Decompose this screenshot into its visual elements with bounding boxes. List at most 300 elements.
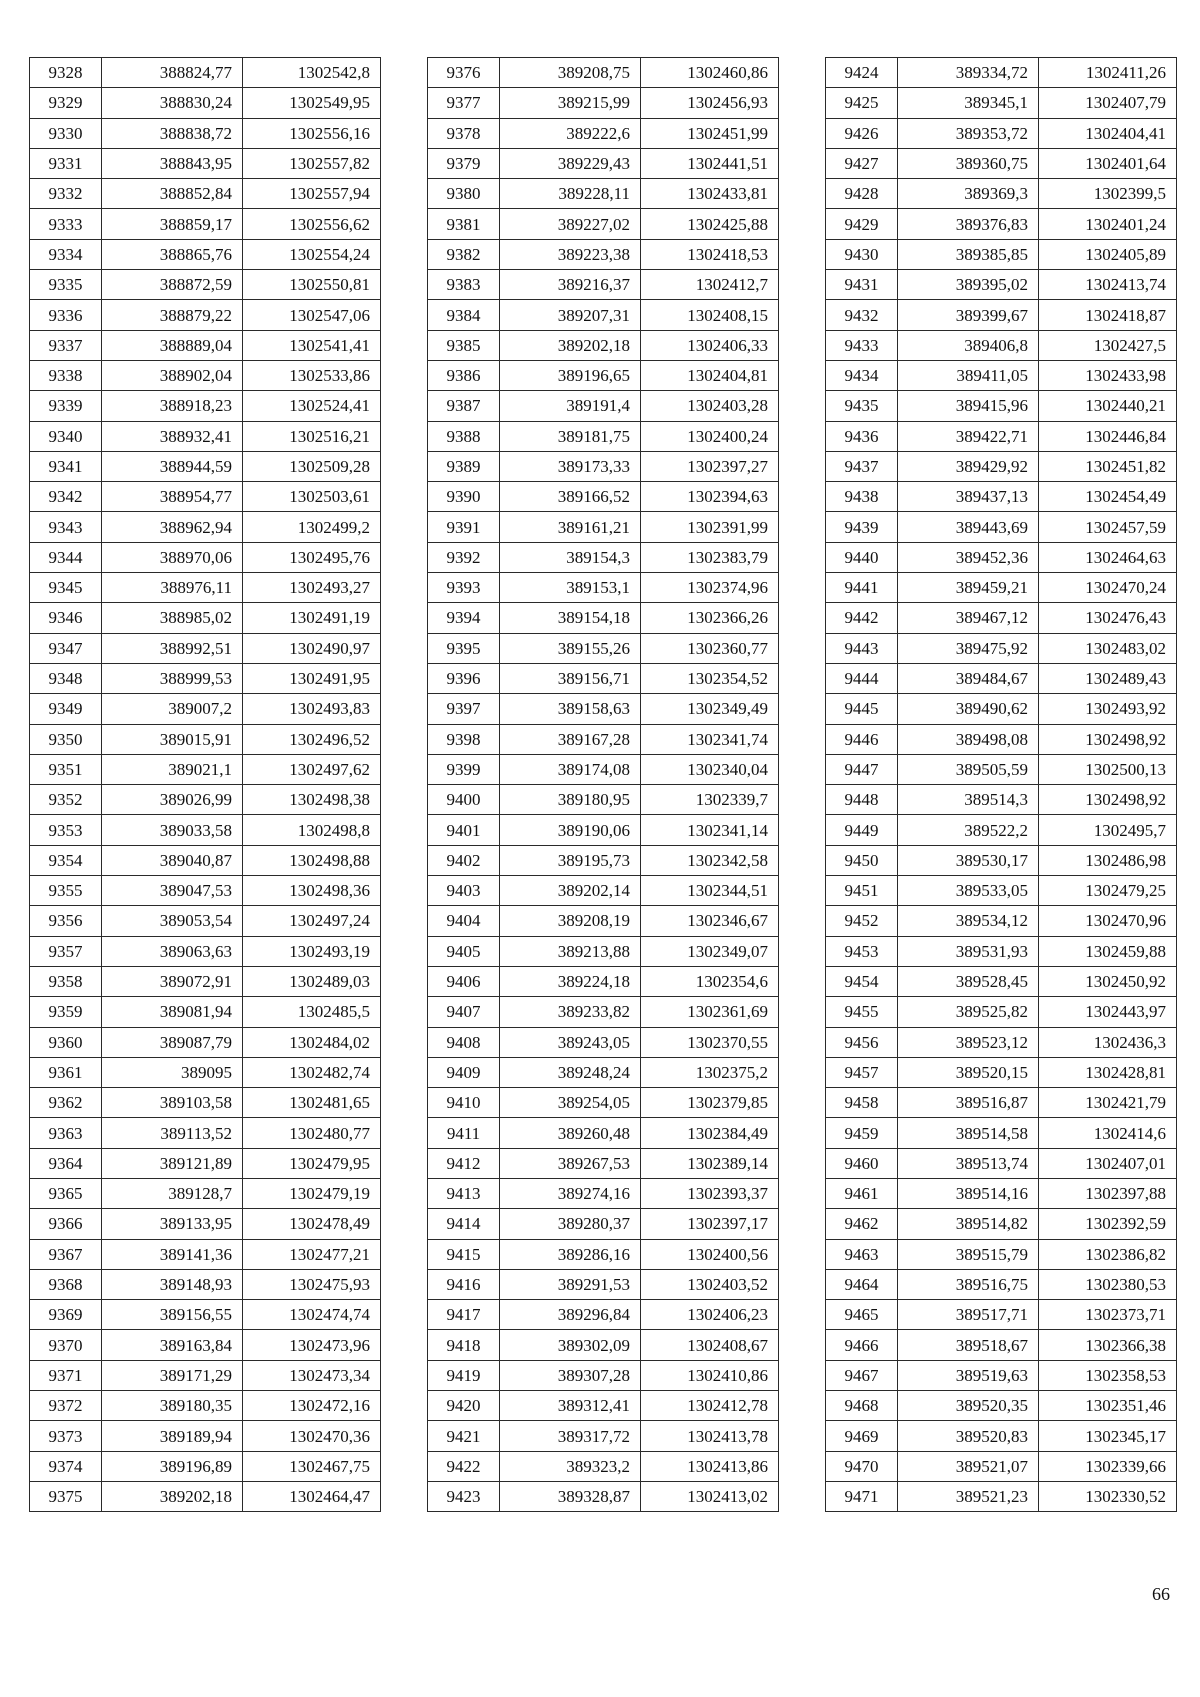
y-coordinate-cell: 1302524,41 [243, 391, 381, 421]
x-coordinate-cell: 389153,1 [500, 573, 641, 603]
table-row [30, 845, 381, 875]
point-number-cell: 9464 [826, 1269, 898, 1299]
y-coordinate-cell: 1302473,34 [243, 1360, 381, 1390]
point-number-cell: 9351 [30, 754, 102, 784]
y-coordinate-cell: 1302440,21 [1039, 391, 1177, 421]
x-coordinate-cell: 389312,41 [500, 1391, 641, 1421]
table-row [428, 724, 779, 754]
table-row [826, 330, 1177, 360]
x-coordinate-cell: 389395,02 [898, 270, 1039, 300]
point-number-cell: 9340 [30, 421, 102, 451]
y-coordinate-cell: 1302456,93 [641, 88, 779, 118]
point-number-cell: 9446 [826, 724, 898, 754]
table-row [428, 1239, 779, 1269]
table-row [826, 1481, 1177, 1511]
x-coordinate-cell: 389521,23 [898, 1481, 1039, 1511]
x-coordinate-cell: 389523,12 [898, 1027, 1039, 1057]
y-coordinate-cell: 1302479,19 [243, 1178, 381, 1208]
table-row [826, 633, 1177, 663]
point-number-cell: 9451 [826, 876, 898, 906]
table-row [826, 451, 1177, 481]
x-coordinate-cell: 389422,71 [898, 421, 1039, 451]
table-row [428, 1269, 779, 1299]
y-coordinate-cell: 1302464,63 [1039, 542, 1177, 572]
y-coordinate-cell: 1302483,02 [1039, 633, 1177, 663]
y-coordinate-cell: 1302411,26 [1039, 58, 1177, 88]
x-coordinate-cell: 389505,59 [898, 754, 1039, 784]
point-number-cell: 9447 [826, 754, 898, 784]
y-coordinate-cell: 1302339,7 [641, 785, 779, 815]
table-row [826, 360, 1177, 390]
y-coordinate-cell: 1302433,98 [1039, 360, 1177, 390]
x-coordinate-cell: 389156,71 [500, 663, 641, 693]
x-coordinate-cell: 388992,51 [102, 633, 243, 663]
table-row [30, 1057, 381, 1087]
table-row [826, 421, 1177, 451]
x-coordinate-cell: 389208,75 [500, 58, 641, 88]
y-coordinate-cell: 1302459,88 [1039, 936, 1177, 966]
y-coordinate-cell: 1302354,52 [641, 663, 779, 693]
point-number-cell: 9355 [30, 876, 102, 906]
table-row [30, 906, 381, 936]
x-coordinate-cell: 388872,59 [102, 270, 243, 300]
x-coordinate-cell: 389207,31 [500, 300, 641, 330]
y-coordinate-cell: 1302358,53 [1039, 1360, 1177, 1390]
x-coordinate-cell: 389033,58 [102, 815, 243, 845]
point-number-cell: 9344 [30, 542, 102, 572]
x-coordinate-cell: 389087,79 [102, 1027, 243, 1057]
x-coordinate-cell: 389015,91 [102, 724, 243, 754]
table-row [826, 239, 1177, 269]
point-number-cell: 9360 [30, 1027, 102, 1057]
table-row [30, 1239, 381, 1269]
point-number-cell: 9444 [826, 663, 898, 693]
y-coordinate-cell: 1302479,25 [1039, 876, 1177, 906]
point-number-cell: 9469 [826, 1421, 898, 1451]
point-number-cell: 9403 [428, 876, 500, 906]
table-row [428, 1209, 779, 1239]
point-number-cell: 9412 [428, 1148, 500, 1178]
table-row [30, 1118, 381, 1148]
x-coordinate-cell: 389196,65 [500, 360, 641, 390]
point-number-cell: 9363 [30, 1118, 102, 1148]
table-row [30, 239, 381, 269]
x-coordinate-cell: 389021,1 [102, 754, 243, 784]
y-coordinate-cell: 1302403,28 [641, 391, 779, 421]
y-coordinate-cell: 1302349,07 [641, 936, 779, 966]
x-coordinate-cell: 389174,08 [500, 754, 641, 784]
point-number-cell: 9374 [30, 1451, 102, 1481]
point-number-cell: 9414 [428, 1209, 500, 1239]
y-coordinate-cell: 1302413,78 [641, 1421, 779, 1451]
table-row [30, 573, 381, 603]
table-row [826, 58, 1177, 88]
table-row [30, 997, 381, 1027]
y-coordinate-cell: 1302498,36 [243, 876, 381, 906]
table-row [428, 754, 779, 784]
x-coordinate-cell: 389514,16 [898, 1178, 1039, 1208]
y-coordinate-cell: 1302479,95 [243, 1148, 381, 1178]
point-number-cell: 9453 [826, 936, 898, 966]
y-coordinate-cell: 1302477,21 [243, 1239, 381, 1269]
point-number-cell: 9382 [428, 239, 500, 269]
x-coordinate-cell: 389222,6 [500, 118, 641, 148]
point-number-cell: 9418 [428, 1330, 500, 1360]
x-coordinate-cell: 388932,41 [102, 421, 243, 451]
point-number-cell: 9457 [826, 1057, 898, 1087]
y-coordinate-cell: 1302498,8 [243, 815, 381, 845]
table-row [428, 1300, 779, 1330]
point-number-cell: 9459 [826, 1118, 898, 1148]
point-number-cell: 9430 [826, 239, 898, 269]
table-row [428, 603, 779, 633]
table-row [826, 845, 1177, 875]
y-coordinate-cell: 1302380,53 [1039, 1269, 1177, 1299]
x-coordinate-cell: 389243,05 [500, 1027, 641, 1057]
point-number-cell: 9434 [826, 360, 898, 390]
x-coordinate-cell: 388944,59 [102, 451, 243, 481]
table-row [826, 270, 1177, 300]
x-coordinate-cell: 389229,43 [500, 148, 641, 178]
table-row [30, 724, 381, 754]
x-coordinate-cell: 389399,67 [898, 300, 1039, 330]
point-number-cell: 9386 [428, 360, 500, 390]
point-number-cell: 9431 [826, 270, 898, 300]
table-row [428, 360, 779, 390]
point-number-cell: 9378 [428, 118, 500, 148]
table-row [30, 421, 381, 451]
y-coordinate-cell: 1302497,24 [243, 906, 381, 936]
y-coordinate-cell: 1302406,33 [641, 330, 779, 360]
table-row [428, 573, 779, 603]
x-coordinate-cell: 388843,95 [102, 148, 243, 178]
point-number-cell: 9415 [428, 1239, 500, 1269]
x-coordinate-cell: 389515,79 [898, 1239, 1039, 1269]
x-coordinate-cell: 389518,67 [898, 1330, 1039, 1360]
y-coordinate-cell: 1302485,5 [243, 997, 381, 1027]
y-coordinate-cell: 1302450,92 [1039, 966, 1177, 996]
point-number-cell: 9347 [30, 633, 102, 663]
point-number-cell: 9372 [30, 1391, 102, 1421]
point-number-cell: 9341 [30, 451, 102, 481]
y-coordinate-cell: 1302491,95 [243, 663, 381, 693]
point-number-cell: 9381 [428, 209, 500, 239]
table-row [826, 663, 1177, 693]
x-coordinate-cell: 389215,99 [500, 88, 641, 118]
table-row [826, 1118, 1177, 1148]
table-row [30, 1391, 381, 1421]
point-number-cell: 9393 [428, 573, 500, 603]
table-row [30, 300, 381, 330]
y-coordinate-cell: 1302397,88 [1039, 1178, 1177, 1208]
y-coordinate-cell: 1302404,81 [641, 360, 779, 390]
y-coordinate-cell: 1302470,36 [243, 1421, 381, 1451]
x-coordinate-cell: 389167,28 [500, 724, 641, 754]
point-number-cell: 9342 [30, 482, 102, 512]
y-coordinate-cell: 1302557,94 [243, 179, 381, 209]
y-coordinate-cell: 1302400,24 [641, 421, 779, 451]
point-number-cell: 9358 [30, 966, 102, 996]
table-row [826, 542, 1177, 572]
x-coordinate-cell: 389519,63 [898, 1360, 1039, 1390]
point-number-cell: 9338 [30, 360, 102, 390]
table-row [30, 1330, 381, 1360]
table-row [428, 88, 779, 118]
x-coordinate-cell: 389133,95 [102, 1209, 243, 1239]
point-number-cell: 9367 [30, 1239, 102, 1269]
table-row [826, 906, 1177, 936]
y-coordinate-cell: 1302470,96 [1039, 906, 1177, 936]
x-coordinate-cell: 389228,11 [500, 179, 641, 209]
x-coordinate-cell: 389224,18 [500, 966, 641, 996]
x-coordinate-cell: 389328,87 [500, 1481, 641, 1511]
table-row [428, 1057, 779, 1087]
x-coordinate-cell: 389195,73 [500, 845, 641, 875]
table-row [30, 1360, 381, 1390]
point-number-cell: 9419 [428, 1360, 500, 1390]
table-row [428, 1148, 779, 1178]
y-coordinate-cell: 1302410,86 [641, 1360, 779, 1390]
x-coordinate-cell: 389307,28 [500, 1360, 641, 1390]
point-number-cell: 9454 [826, 966, 898, 996]
table-row [30, 360, 381, 390]
x-coordinate-cell: 389437,13 [898, 482, 1039, 512]
point-number-cell: 9404 [428, 906, 500, 936]
x-coordinate-cell: 389513,74 [898, 1148, 1039, 1178]
y-coordinate-cell: 1302473,96 [243, 1330, 381, 1360]
x-coordinate-cell: 389053,54 [102, 906, 243, 936]
y-coordinate-cell: 1302406,23 [641, 1300, 779, 1330]
table-row [826, 1088, 1177, 1118]
x-coordinate-cell: 389429,92 [898, 451, 1039, 481]
point-number-cell: 9388 [428, 421, 500, 451]
y-coordinate-cell: 1302509,28 [243, 451, 381, 481]
point-number-cell: 9387 [428, 391, 500, 421]
table-row [428, 542, 779, 572]
point-number-cell: 9465 [826, 1300, 898, 1330]
x-coordinate-cell: 389291,53 [500, 1269, 641, 1299]
y-coordinate-cell: 1302446,84 [1039, 421, 1177, 451]
point-number-cell: 9407 [428, 997, 500, 1027]
table-row [428, 966, 779, 996]
table-row [826, 1451, 1177, 1481]
table-row [428, 1481, 779, 1511]
point-number-cell: 9361 [30, 1057, 102, 1087]
x-coordinate-cell: 389227,02 [500, 209, 641, 239]
table-row [30, 330, 381, 360]
x-coordinate-cell: 389113,52 [102, 1118, 243, 1148]
table-row [826, 603, 1177, 633]
table-row [30, 482, 381, 512]
x-coordinate-cell: 389180,35 [102, 1391, 243, 1421]
table-row [30, 603, 381, 633]
table-row [826, 482, 1177, 512]
x-coordinate-cell: 389514,82 [898, 1209, 1039, 1239]
y-coordinate-cell: 1302549,95 [243, 88, 381, 118]
table-row [428, 451, 779, 481]
table-row [826, 1391, 1177, 1421]
point-number-cell: 9411 [428, 1118, 500, 1148]
y-coordinate-cell: 1302360,77 [641, 633, 779, 663]
point-number-cell: 9334 [30, 239, 102, 269]
point-number-cell: 9423 [428, 1481, 500, 1511]
x-coordinate-cell: 389155,26 [500, 633, 641, 663]
point-number-cell: 9448 [826, 785, 898, 815]
x-coordinate-cell: 388918,23 [102, 391, 243, 421]
y-coordinate-cell: 1302389,14 [641, 1148, 779, 1178]
table-row [428, 1360, 779, 1390]
table-row [826, 694, 1177, 724]
point-number-cell: 9408 [428, 1027, 500, 1057]
point-number-cell: 9371 [30, 1360, 102, 1390]
x-coordinate-cell: 389163,84 [102, 1330, 243, 1360]
table-row [826, 512, 1177, 542]
point-number-cell: 9328 [30, 58, 102, 88]
y-coordinate-cell: 1302498,92 [1039, 785, 1177, 815]
point-number-cell: 9429 [826, 209, 898, 239]
y-coordinate-cell: 1302490,97 [243, 633, 381, 663]
point-number-cell: 9470 [826, 1451, 898, 1481]
x-coordinate-cell: 388879,22 [102, 300, 243, 330]
table-row [30, 542, 381, 572]
table-row [826, 300, 1177, 330]
y-coordinate-cell: 1302476,43 [1039, 603, 1177, 633]
y-coordinate-cell: 1302339,66 [1039, 1451, 1177, 1481]
table-row [428, 421, 779, 451]
point-number-cell: 9350 [30, 724, 102, 754]
point-number-cell: 9343 [30, 512, 102, 542]
x-coordinate-cell: 389274,16 [500, 1178, 641, 1208]
point-number-cell: 9471 [826, 1481, 898, 1511]
table-row [30, 209, 381, 239]
table-row [826, 876, 1177, 906]
y-coordinate-cell: 1302344,51 [641, 876, 779, 906]
x-coordinate-cell: 389517,71 [898, 1300, 1039, 1330]
x-coordinate-cell: 389148,93 [102, 1269, 243, 1299]
y-coordinate-cell: 1302403,52 [641, 1269, 779, 1299]
table-row [30, 88, 381, 118]
point-number-cell: 9345 [30, 573, 102, 603]
point-number-cell: 9364 [30, 1148, 102, 1178]
y-coordinate-cell: 1302451,82 [1039, 451, 1177, 481]
y-coordinate-cell: 1302489,43 [1039, 663, 1177, 693]
y-coordinate-cell: 1302370,55 [641, 1027, 779, 1057]
table-row [428, 330, 779, 360]
y-coordinate-cell: 1302418,87 [1039, 300, 1177, 330]
y-coordinate-cell: 1302556,16 [243, 118, 381, 148]
point-number-cell: 9391 [428, 512, 500, 542]
point-number-cell: 9377 [428, 88, 500, 118]
table-row [30, 512, 381, 542]
table-row [30, 663, 381, 693]
x-coordinate-cell: 388954,77 [102, 482, 243, 512]
point-number-cell: 9468 [826, 1391, 898, 1421]
y-coordinate-cell: 1302399,5 [1039, 179, 1177, 209]
y-coordinate-cell: 1302413,86 [641, 1451, 779, 1481]
x-coordinate-cell: 389202,14 [500, 876, 641, 906]
point-number-cell: 9395 [428, 633, 500, 663]
table-row [826, 209, 1177, 239]
x-coordinate-cell: 389141,36 [102, 1239, 243, 1269]
point-number-cell: 9432 [826, 300, 898, 330]
y-coordinate-cell: 1302375,2 [641, 1057, 779, 1087]
point-number-cell: 9409 [428, 1057, 500, 1087]
x-coordinate-cell: 389528,45 [898, 966, 1039, 996]
table-row [30, 966, 381, 996]
point-number-cell: 9402 [428, 845, 500, 875]
x-coordinate-cell: 389047,53 [102, 876, 243, 906]
table-row [428, 300, 779, 330]
x-coordinate-cell: 388852,84 [102, 179, 243, 209]
x-coordinate-cell: 389213,88 [500, 936, 641, 966]
table-row [30, 1209, 381, 1239]
x-coordinate-cell: 389475,92 [898, 633, 1039, 663]
table-row [30, 1148, 381, 1178]
x-coordinate-cell: 389081,94 [102, 997, 243, 1027]
x-coordinate-cell: 389063,63 [102, 936, 243, 966]
y-coordinate-cell: 1302554,24 [243, 239, 381, 269]
x-coordinate-cell: 389514,3 [898, 785, 1039, 815]
point-number-cell: 9452 [826, 906, 898, 936]
y-coordinate-cell: 1302541,41 [243, 330, 381, 360]
table-row [30, 936, 381, 966]
x-coordinate-cell: 389490,62 [898, 694, 1039, 724]
table-row [30, 785, 381, 815]
y-coordinate-cell: 1302391,99 [641, 512, 779, 542]
table-row [428, 1178, 779, 1208]
point-number-cell: 9394 [428, 603, 500, 633]
point-number-cell: 9352 [30, 785, 102, 815]
x-coordinate-cell: 389026,99 [102, 785, 243, 815]
table-row [428, 1391, 779, 1421]
table-row [30, 633, 381, 663]
table-row [30, 58, 381, 88]
y-coordinate-cell: 1302414,6 [1039, 1118, 1177, 1148]
y-coordinate-cell: 1302495,7 [1039, 815, 1177, 845]
table-row [428, 58, 779, 88]
x-coordinate-cell: 389007,2 [102, 694, 243, 724]
y-coordinate-cell: 1302401,64 [1039, 148, 1177, 178]
point-number-cell: 9425 [826, 88, 898, 118]
y-coordinate-cell: 1302407,01 [1039, 1148, 1177, 1178]
x-coordinate-cell: 389216,37 [500, 270, 641, 300]
point-number-cell: 9333 [30, 209, 102, 239]
point-number-cell: 9353 [30, 815, 102, 845]
x-coordinate-cell: 389369,3 [898, 179, 1039, 209]
coordinates-table-2 [427, 57, 779, 1512]
x-coordinate-cell: 389467,12 [898, 603, 1039, 633]
table-row [30, 1481, 381, 1511]
table-row [428, 785, 779, 815]
y-coordinate-cell: 1302340,04 [641, 754, 779, 784]
table-row [428, 512, 779, 542]
x-coordinate-cell: 389154,18 [500, 603, 641, 633]
table-row [428, 1330, 779, 1360]
point-number-cell: 9384 [428, 300, 500, 330]
y-coordinate-cell: 1302498,38 [243, 785, 381, 815]
table-row [30, 1300, 381, 1330]
table-row [30, 179, 381, 209]
y-coordinate-cell: 1302550,81 [243, 270, 381, 300]
point-number-cell: 9422 [428, 1451, 500, 1481]
y-coordinate-cell: 1302404,41 [1039, 118, 1177, 148]
x-coordinate-cell: 389189,94 [102, 1421, 243, 1451]
x-coordinate-cell: 389443,69 [898, 512, 1039, 542]
point-number-cell: 9406 [428, 966, 500, 996]
table-row [826, 148, 1177, 178]
x-coordinate-cell: 388889,04 [102, 330, 243, 360]
table-row [30, 1269, 381, 1299]
